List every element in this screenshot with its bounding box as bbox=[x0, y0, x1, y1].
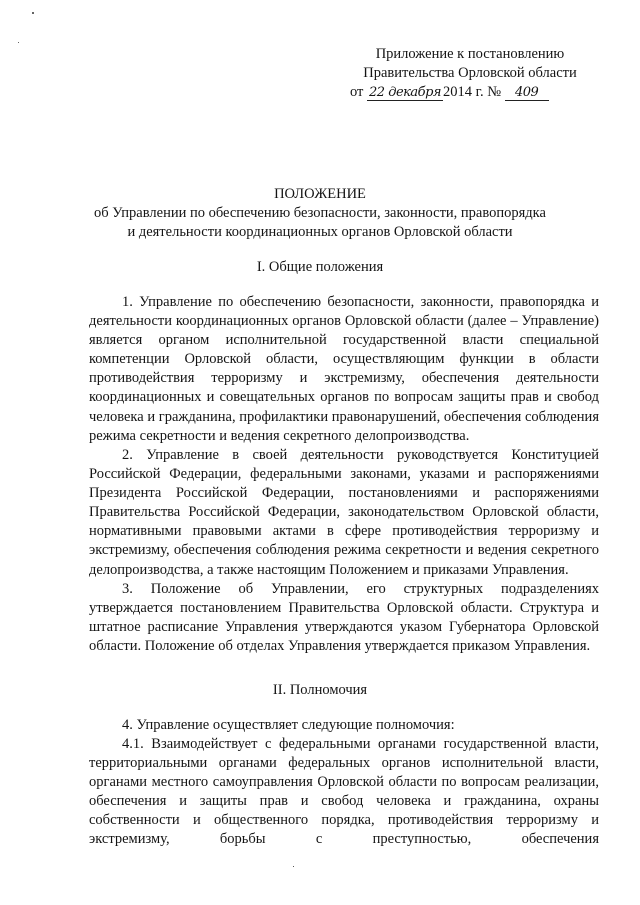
scan-speck bbox=[32, 12, 34, 14]
scan-speck bbox=[293, 866, 294, 867]
paragraph-1: 1. Управление по обеспечению безопасности, законности, правопорядка и деятельности координационных органов Орловской области (далее – Управление) является органом исполнительной государственной власти специальной компетенции Орловской области, осуществляющим функции в области противодействия терроризму и экстремизму, обеспечения деятельности координационных и совещательных органов по вопросам защиты прав и свобод человека и гражданина, профилактики правонарушений, обеспечения соблюдения режима секретности и ведения секретного делопроизводства. bbox=[89, 294, 599, 444]
from-label: от bbox=[350, 84, 364, 100]
scan-speck bbox=[18, 42, 19, 43]
appendix-date-line bbox=[340, 83, 600, 102]
appendix-line-2: Правительства Орловской области bbox=[363, 65, 577, 81]
document-title: ПОЛОЖЕНИЕ bbox=[274, 186, 366, 202]
appendix-block bbox=[340, 45, 600, 102]
document-title-block bbox=[90, 185, 550, 242]
section-heading-powers: II. Полномочия bbox=[272, 682, 368, 698]
paragraph-4-1: 4.1. Взаимодействует с федеральными органами государственной власти, территориальными органами федеральных органов исполнительной власти, органами местного самоуправления Орловской области по вопросам реализации, обеспечения и защиты прав и свобод человека и гражданина, охраны собственности и общественного порядка, противодействия терроризму и экстремизму, борьбы с преступностью, обеспечения bbox=[89, 736, 599, 848]
appendix-line-1: Приложение к постановлению bbox=[375, 46, 565, 62]
paragraph-2: 2. Управление в своей деятельности руководствуется Конституцией Российской Федерации, федеральными законами, указами и распоряжениями Президента Российской Федерации, постановлениями и распоряжениями Правительства Российской Федерации, законодательством Орловской области, нормативными правовыми актами в сфере противодействия терроризму и экстремизму, обеспечения соблюдения режима секретности и ведения секретного делопроизводства, а также настоящим Положением и приказами Управления. bbox=[89, 447, 599, 578]
paragraph-3: 3. Положение об Управлении, его структурных подразделениях утверждается постановлением Правительства Орловской области. Структура и штатное расписание Управления утверждаются указом Губернатора Орловской области. Положение об отделах Управления утверждается приказом Управления. bbox=[89, 581, 599, 655]
section-heading-general: I. Общие положения bbox=[256, 259, 384, 275]
document-subtitle-line-2: и деятельности координационных органов Орловской области bbox=[127, 224, 513, 240]
number-label: № bbox=[487, 84, 502, 100]
document-subtitle-line-1: об Управлении по обеспечению безопасности, законности, правопорядка bbox=[94, 205, 546, 221]
handwritten-date: 22 декабря bbox=[369, 85, 442, 100]
handwritten-number: 409 bbox=[505, 85, 549, 101]
paragraph-4: 4. Управление осуществляет следующие полномочия: bbox=[122, 717, 455, 733]
year-text: 2014 г. bbox=[443, 84, 484, 100]
